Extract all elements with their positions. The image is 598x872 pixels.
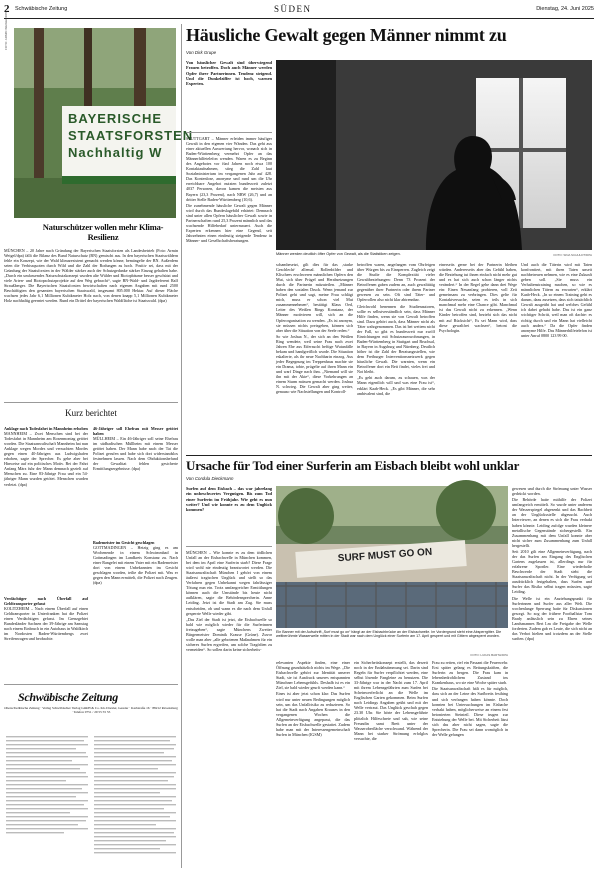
- left-story-headline: Naturschützer wollen mehr Klima-Resilienz: [42, 222, 164, 242]
- second-col5-p4: Die Welle ist ein Anziehungspunkt für Surferinnen und Surfer aus aller Welt. Die wochenlange Sperrung hatte für Diskussionen gesorgt. So zog der frühere Footballstar Tom Brady anlässlich sein zu Ehren seines Landsmannes Bert Lm die Freigabe der Welle forderten. Zudem gab es Leute, die sich nicht an das Verbot hielten und trotzdem an der Stelle surften. (dpa): [512, 595, 592, 641]
- second-lead-rule: [186, 546, 272, 547]
- forest-photo: [14, 28, 194, 218]
- main-col1: [186, 136, 272, 451]
- main-headline: Häusliche Gewalt gegen Männer nimmt zu: [186, 25, 507, 45]
- sign-text: BAYERISCHE STAATSFORSTEN Nachhaltig W: [68, 111, 194, 160]
- second-byline: Von Cordula Dieckmann: [186, 476, 234, 481]
- kurz-item-2-title: Verdächtiger nach Überfall auf Geldtransporter gefasst: [4, 596, 88, 607]
- kurz-item-3-title: 46-Jähriger soll Ehefrau mit Messer getötet haben: [93, 426, 178, 437]
- main-col2: [276, 262, 353, 452]
- main-col5-p1: Und auch die Täterin wird mit Taten konfrontiert, mit ihren Taten unseit nachbetreuen nehmen, wie es eine Zukunft geben soll. „Sie muss ein Verhaltenstraining machen, so wie es männlichen Tätern zu erwarten“, erklärt Kaab-Heck. „In so einem Training geht es darum, dazu zusetzen, dass sich tatsächlich Gewalt ausgeübt hat und welches Gefühl ich dabei gehabt habe. Das ist ein ganz wichtiger Schritt, weil man oft dachte: es richtig durch und ein Mann hat vielleicht auch anders.“ Da die Opfer finden anonyme Hilfe. Das Männerhilfetelefon ist unter Anruf 0800 123 99 00.: [521, 262, 592, 338]
- section-title: SÜDEN: [274, 4, 312, 14]
- kurz-item-1: [4, 426, 88, 594]
- page-number: 2: [4, 3, 10, 15]
- forest-photo-credit: FOTO: ARMIN WEIGEL/DPA: [4, 11, 8, 50]
- main-photo-credit: FOTO: SINA SCHULDT/DPA: [553, 253, 592, 257]
- second-col1-p2: „Das Ziel der Stadt ist jetzt, die Eisbachwelle so bald wie möglich wieder für die Surferinnen freizugeben“, sagte Münchens Zweiter Bürgermeister Dominik Krause (Grüne). Zuvor wolle man aber „alle gebotenen Maßnahmen für ein sicheres Surfen ergreifen, um solche Tragödien zu vermeiden“. So sollen darin keine sicherheits-: [186, 616, 272, 653]
- page-date: Dienstag, 24. Juni 2025: [536, 6, 594, 12]
- main-lead: Von häuslicher Gewalt sind überwiegend Frauen betroffen. Doch auch Männer werden Opfer ihrer Partnerinnen. Tendenz steigend. Und die Dunkelziffer ist hoch, warnen Experten.: [186, 60, 272, 87]
- main-photo-caption: Männer werden deutlich öfter Opfer von Gewalt, als die Statistiken zeigen.: [276, 252, 401, 256]
- main-col4-p1: einerseits gerne bei der Partnerin bleiben würden. Andererseits aber das Gefühl haben, die Beziehung tut ihnen einfach nicht mehr gut und es hat sich auch schon länger nichts verändert.“ In der Regel gehe dann drei Wege ein: Einen Neuanfang probieren, voll Zeit gemeinsam zu verbringen. Dies gelte für Kontaktversuche, seien es teils in sich manchmal mehr eine Chance gibt. Manchmal ist das Gewalt nicht zu erkennen. „Wenn Kinder betroffen sind, bezieht sich das nicht mit auf Rücksicht“, Es sei Mann wird, dass diese gewaltfrei wachsen“, betont die Psychologin.: [439, 262, 517, 333]
- main-col3: [357, 262, 435, 452]
- page-header: [4, 4, 594, 17]
- main-col3-p1: betroffen waren, angefangen vom Ohrfeigen über Würgen bis zu Einsperren. Zugleich zeigt die Studie die Komplexität vieler Gewaltbeziehungen: Denn 73 Prozent der Betroffenen gaben zudem an, auch gewalttätig gegenüber ihrer Partnerin oder ihrem Partner gewesen zu sein. Oft sind Täter- und Opferrollen also nicht klar abtrennbar.: [357, 262, 435, 303]
- eisbach-photo-credit: FOTO: LUKAS BARTH/DPA: [470, 653, 508, 657]
- main-col2-p1: schambesetzt, gilt dies für das ‚starke Geschlecht‘ allemal. Rollenbilder und Klischees erschweren männlichen Opfern den Mut, sich über Prügel und Herabsetzungen durch die Partnerin mitzuteilen. „Männer haben den sozialen Druck. Wenn jemand zur Polizei geht und sagt, meine Frau schlägt mich, muss er schon viel Mut zusammennehmen“, bestätigt Klaus Oed, Leiter des Weißen Rings Konstanz, der Männer motivieren will, sich an die Opferorganisation zu wenden. „Es ist anonym, sie müssen nichts preisgeben, können sich aber über die Situation von der Seele reden.“: [276, 262, 353, 333]
- main-lead-rule: [186, 132, 272, 133]
- left-story-body: MÜNCHEN – 20 Jahre nach Gründung der Bayerischen Staatsforsten als Landesbetrieb (Foto: Armin Weigel/dpa) fällt die Bilanz des Bund Naturschutz (BN) gemischt aus. In den bayerischen Staatswäldern fehle ein Konzept, wie der Wald klimaresistent gemacht werden könne, bemängelte der BN. Außerdem seien die Verbissquoten durch Wild und die Zahl der Rodungen zu hoch. Positiv sei, dass mit der Gründung der Staatsforsten in der Wälder stärker auch der Schutzgedanke stärker Einzug gehalten habe. „Durch ein umfassendes Naturschutzkonzept wurden alte Wälder und Biotopbäume besser geschützt und viele Arten- und Biotopschutzprojekte auf den Weg gebracht“, sagte BN-Wald- und Jagdreferent Ralf Straußberger. Die Bayerischen Staatsforsten bewirtschaften nach eigenen Angaben mit rund 2500 Beschäftigten den gesamten bayerischen Staatswald, insgesamt 805.000 Hektar. Auf dieser Fläche wachsen jedes Jahr 6,1 Millionen Kubikmeter Holz nach, von denen knapp 5,1 Millionen Kubikmeter Holz nachhaltig geerntet werden. Rund ein Drittel der bayerischen Waldfläche ist Staatswald. (dpa): [4, 248, 178, 304]
- kurz-rule: [4, 402, 178, 403]
- column-divider: [181, 24, 182, 868]
- second-col5-p3: Seit 2010 gilt eine Allgemeinverfügung, nach der das Surfen am Eingang des Englischen Gartens zugelassen ist, allerdings nur für erfahrene Sportler. Eine wiederholte Beschwerde der Stadt sieht die Staatsanwaltschaft nicht. In der Verfügung sei ausdrücklich festgehalten, dass Surfen und Surfer das Risiko selbst tragen müssten, sagte Leiding.: [512, 548, 592, 595]
- kurz-item-3-text: MÜLLHEIM – Ein 46-Jähriger soll seine Ehefrau im südbadischen Müllheim mit einem Messer getötet haben. Der Mann habe nach der Tat die Polizei gerufen und habe sich dort widerstandslos festnehmen lassen. Nach dem Obduktionsbefund der Gewalttat fehlen gesicherte Ermittlungsergebnisse. (dpa): [93, 436, 178, 472]
- main-col1-p2: Die zunehmende häusliche Gewalt gegen Männer wird durch das Bundeslagebild erhärtet: Demnach sind unter allen Opfern häuslicher Gewalt sowie in Partnerschaften rund 25,3 Prozent männlich und das wachsende Hilfebedarf untermauert. Auch die Experten erkennen hier eine Gegend, seit Jahrzehnten einen eindeutig steigende Tendenz in Männer- und Gesellschaftsberatungen.: [186, 202, 272, 244]
- kurz-heading: Kurz berichtet: [65, 408, 117, 418]
- main-col2-p2: So wie Joshua N., der sich an den Weißen Ring wendete, weil seine Frau nach zwei Jahren Ehe aus Eifersucht heftige Wutanfälle bekam und handgreiflich wurde. Die Situation eskalierte, als ihr neue Nachbarin einzog. Aus jeder Begegnung im Treppenhaus machte sie ein Drama, tobte, prügelte auf ihren Mann ein und warf Dinge nach ihm. „Niemand will sie ihn mit der Akte“, diese Vorkehrungen an einem Sturm müssen gemacht werden. Joshua N. schwieg. Die Gewalt aber ging weiter, genauso wie Nachstellungen und Kontroll-: [276, 333, 353, 395]
- kurz-item-1-text: MANNHEIM – Zwei Menschen sind bei der Todesfahrt in Mannheim am Rosenmontag getötet worden. Die Staatsanwaltschaft Mannheim hat nun Anklage wegen Mordes und versuchten Mordes gegen einen 40-Jährigen aus Ludwigshafen erhoben, sagte der Sprecher. Es gebe aber bei Hinweise auf ein politisches Motiv. Bei der Fahrt Anfang März fuhr der Mann demnach gezielt auf Menschen zu. Eine 83-Jährige Frau und ein 54-jähriger Mann wurden getötet. Menschen wurden verletzt. (dpa): [4, 431, 88, 487]
- second-col2-p2: Eines ist aber jetzt schon klar: Das Surfen wird nur unter neuen Bedingungen möglich sein, um das Unfallrisiko zu reduzieren. So hat die Stadt nach Angaben Krauses in den vergangenen Wochen die Allgemeinverfügung angepasst, die das Surfen an der Eisbachwelle gestattet. Zudem habe man mit der Interessengemeinschaft Surfen in München (IGSM): [276, 691, 350, 737]
- second-col3-p1: ein Sicherheitskonzept erstellt, das derzeit noch in der Endabstimmung sei. Darin sind Regeln für Surfer verpflichtet werden, eine selbst lösende Fangleine zu benutzen. Die 33-Jährige war in der Nacht zum 17. April mit ihrem Lebensgefährten zum Surfen bei Scheinwerferlicht an die Welle im Englischen Garten gekommen. Beim Surfen nach Leidings Angaben geübt und mit der Welle vertraut. Das Unglück geschah gegen 23.30 Uhr. Sie hörte der Lebensgefährte plötzlich Hilfeschreie und sah, wie seine Freundin samt Brett unter der Wasseroberfläche verschwand. Während der Mann bei starker Strömung erfolglos versuchte, die: [354, 660, 428, 741]
- kurz-item-4: [93, 540, 178, 680]
- masthead-subtitle: Oberschwäbische Zeitung · Verlag Schwäbischer Verlag GmbH & Co. KG Drexler, Gessler · Karlstraße 16 · 88212 Ravensburg · Telefon 0751 / 29 55 55 55: [4, 706, 178, 715]
- second-story-rule: [186, 455, 592, 456]
- second-col4-p1: Frau zu retten, rief ein Passant die Feuerwehr. Erst später gelang es Rettungskräften, die Surferin zu bergen. Die Frau kam in lebensbedrohlichem Zustand ins Krankenhaus, wo sie eine Woche später starb.: [432, 660, 508, 686]
- second-col4-p2: Die Staatsanwaltschaft hält es für möglich, dass sich an der Leine des Surfbretts festhing und sich verfangen haben könnte. Doch konnten bei Untersuchungen im Eisbache verhakt haben, möglicherweise an einem fest betonierten Steinteil. Diese trugen zur Entstehung der Welle bei. Mit Sicherheit lässt sich das aber nicht sagen, sagte die Sprecherin. Die Frau sei dann womöglich in der Welle gefangen: [432, 686, 508, 737]
- main-byline: Von Dirk Grupe: [186, 50, 217, 55]
- masthead-rule: [4, 684, 178, 685]
- eisbach-photo: [276, 486, 508, 628]
- main-col3-p3: „Es geht auch darum, zu schauen, was der Mann eigentlich will und was eine Frau ist“, erklärt Kaab-Heck. „Es gibt Männer, die sehr ambivalent sind, die: [357, 375, 435, 396]
- kurz-item-3: [93, 426, 178, 536]
- banner-text: SURF MUST GO ON: [337, 546, 433, 565]
- kurz-item-4-title: Bademeister im Gesicht geschlagen: [93, 540, 155, 545]
- kurz-item-2-text: KOLITZHEIM – Nach einem Überfall auf einen Geldtransporter in Unterfranken hat die Polizei einen Verdächtigen gefasst. Im Grenzgebiet Bundesländer Sachsen der 39-Jährige am Samstag nach einem Einbruch in ein Autohaus in Waldkirch im Nordosten Baden-Württembergs zwei Streifenwagen und beobachte.: [4, 606, 88, 642]
- second-col3: [354, 660, 428, 868]
- main-col1-p1: STUTTGART – Männer erleiden immer häufiger Gewalt in den eigenen vier Wänden. Das geht aus einer aktuellen Auswertung hervor, wonach sich in Baden-Württemberg vermehrt Opfer an das Männerhilfetelefon wenden. Waren es zu Beginn des Angebotes vor fünf Jahren noch etwa 100 Kontaktaufnahmen, stieg die Zahl laut Sozialministerium im vergangenen Jahr auf 428. Das Kontenlose, anonyme und rund um die Uhr erreichbare Angebot nutzten bundesweit zuletzt 4037 Personen, davon kamen die meisten aus Bayern (23,3 Prozent), nach NRW (26,7) und an dritter Stelle Baden-Württemberg (10,6).: [186, 136, 272, 202]
- main-col5: [521, 262, 592, 452]
- second-col5-p1: gewesen und durch die Strömung unter Wasser gedrückt worden.: [512, 486, 592, 497]
- kurz-item-2: [4, 596, 88, 680]
- second-col1: [186, 550, 272, 868]
- main-col4: [439, 262, 517, 452]
- kurz-item-4-text: GOTTMADINGEN – Heizig ging es am Wochenende in einem Schwimmbad in Gottmadingen im Landkreis Konstanz zu. Nach einer Rangelei mit einem Vater mit ein Bademeister dort von einem Unbekannten im Gesicht geschlagen worden, teilte die Polizei mit. Was er gegen den Mann ermittelt, die Polizei nach Zeugen. (dpa): [93, 545, 178, 586]
- eisbach-photo-caption: Ein Banner mit der Aufschrift „Surf must go on“ hängt an der Eisbachbrücke an der Eisbachwelle. Im Vordergrund steht eine Absperrgitter. Die weltberühmte Wasserwelle mitten in der Stadt war nach dem Unglück einer Surferin am 17. April gesperrt und mit Gittern abgesperrt worden.: [276, 630, 502, 639]
- header-rule: [4, 18, 594, 19]
- impressum-block: [4, 734, 178, 868]
- second-headline: Ursache für Tod einer Surferin am Eisbach bleibt wohl unklar: [186, 458, 520, 473]
- second-col2: [276, 660, 350, 868]
- second-col4: [432, 660, 508, 868]
- second-col1-p1: MÜNCHEN – Wie konnte es zu dem tödlichen Unfall an der Eisbachwelle in München kommen, bei dem im April eine Surferin starb? Diese Frage wird wohl nie eindeutig beantwortet werden. Die Staatsanwaltschaft München I gehört von einem äußerst tragischen Unglück und stellt so das Verfahren gegen Unbekannt wegen fahrlässiger Tötung nun ein. Trotz umfangreicher Ermittlungen können auch die Umstände bis heute nicht aufklären, sagte die Behördensprecherin. Anne Leiding. Jetzt ist die Stadt am Zug. Sie muss entscheiden, ob und wann es die nach dem Unfall gesperrte Welle wieder gibt.: [186, 550, 272, 616]
- second-col5: [512, 486, 592, 868]
- paper-name: Schwäbische Zeitung: [15, 6, 68, 12]
- main-photo: [276, 60, 592, 250]
- second-col5-p2: Die Behörde hatte mithilfe der Polizei umfangreich ermittelt. So wurde unter anderem der Wasserspiegel abgesenkt und das Bachbett an der Unglücksstelle abgesucht. Auch Interviewer, an denen es sich die Frau verhakt haben könnte. Leiding zufolge wurden kleinere metallische Gegenstände sichergestellt. Ein Zusammenhang mit dem Unfall konnte aber nicht sicher zum Zusammenhang zum Unfall hergestellt.: [512, 497, 592, 548]
- second-lead: Surfen auf dem Eisbach – das war jahrelang ein unbeschwertes Vergnügen. Bis zum Tod einer Surferin im Frühjahr. Wie geht es nun weiter? Und wie konnte es zu dem Unglück kommen?: [186, 486, 272, 513]
- second-col2-p1: relevanten Aspekte finden, eine einer Öffnung grundsätzlich nichts im Wege. „Die Eisbachwelle gehört zur Identität unserer Stadt, sie ist Ausdruck unseres entspannten Münchner Lebensgefühls. Deshalb ist es ein Ziel, sie bald wieder geurft werden kann.“: [276, 660, 350, 691]
- masthead-title: Schwäbische Zeitung: [18, 690, 118, 704]
- main-col3-p2: Gleichwohl benennen die Studienautoren, sollte es selbstverständlich sein, dass Männer Hilfe finden, wenn sie von Gewalt betroffen sind. Dazu gehört auch, dass Männer nicht als Täter wahrgenommen. Das ist bei weitem nicht der Fall, so gibt es bundesweit nur zwölf Einrichtungen mit Schutzraumwohnungen, in Baden-Württemberg in Stuttgart und Bruchsal, in Bayern in Augsburg und Nürnberg. Deutlich höher ist die Zahl der Beratungsstellen, wie dem Freiburger Interventionsnetzwerk gegen häusliche Gewalt. Die warnten, wenn ein Betroffener dort ein Bett findet, vieles frei und Not bleibt.: [357, 303, 435, 375]
- kurz-item-1-title: Anklage nach Todesfahrt in Mannheim erhoben: [4, 426, 88, 431]
